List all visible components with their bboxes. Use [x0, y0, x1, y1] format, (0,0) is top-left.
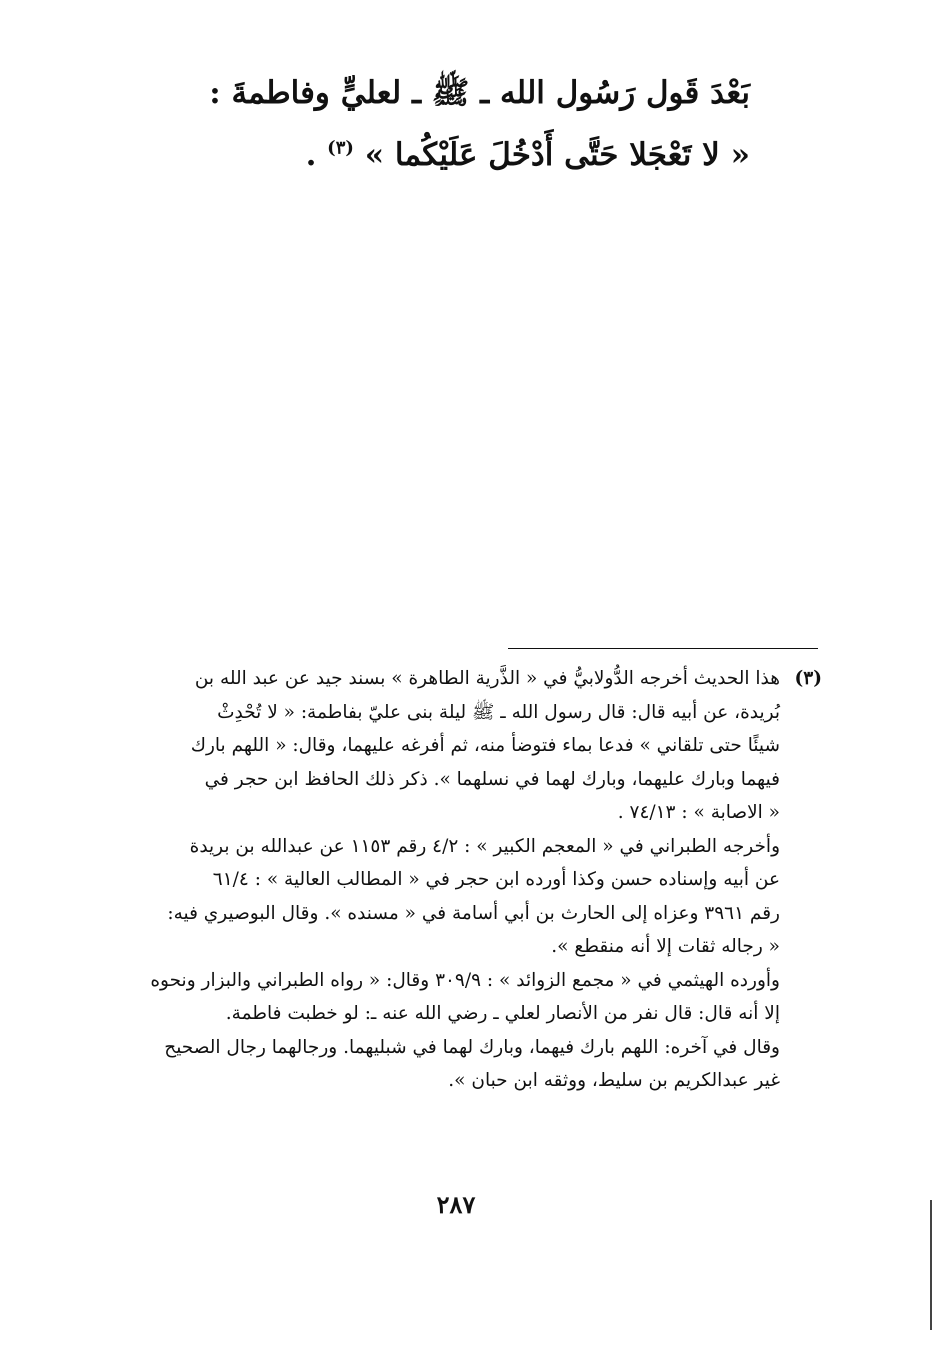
footnote-line: غير عبدالكريم بن سليط، ووثقه ابن حبان ». [448, 1070, 780, 1091]
footnote-line: فيهما وبارك عليهما، وبارك لهما في نسلهما ». ذكر ذلك الحافظ ابن حجر في [204, 768, 780, 790]
footnote-line: شيئًا حتى تلقاني » فدعا بماء فتوضأ منه، ثم أفرغه عليهما، وقال: « اللهم بارك [190, 735, 780, 756]
footnote-3 [120, 662, 822, 1098]
footnote-line: « الاصابة » : ٧٤/١٣ . [617, 802, 780, 823]
footnote-line: « رجاله ثقات إلا أنه منقطع ». [551, 936, 780, 957]
page-number: ٢٨٧ [436, 1190, 476, 1219]
footnote-line: رقم ٣٩٦١ وعزاه إلى الحارث بن أبي أسامة في « مسنده ». وقال البوصيري فيه: [167, 902, 780, 924]
footnotes-section [120, 662, 822, 1098]
footnote-line: وأخرجه الطبراني في « المعجم الكبير » : ٤/٢ رقم ١١٥٣ عن عبدالله بن بريدة [189, 835, 780, 857]
footnote-body [120, 662, 780, 1098]
footnote-line: وأورده الهيثمي في « مجمع الزوائد » : ٣٠٩/٩ وقال: « رواه الطبراني والبزار ونحوه [150, 969, 780, 991]
footnote-line: إلا أنه قال: قال نفر من الأنصار لعلي ـ رضي الله عنه ـ: لو خطبت فاطمة. [225, 1003, 780, 1024]
quoted-saying: « لا تَعْجَلا حَتَّى أَدْخُلَ عَلَيْكُما » [364, 137, 750, 173]
main-text-line-1: بَعْدَ قَول رَسُول الله ـ ﷺ ـ لعليٍّ وفاطمةَ : [209, 75, 750, 111]
main-text-block [120, 62, 750, 186]
footnote-line: بُريدة، عن أبيه قال: قال رسول الله ـ ﷺ ليلة بنى عليّ بفاطمة: « لا تُحْدِثْ [217, 701, 780, 723]
footnote-separator-rule [508, 648, 818, 649]
main-text-line-2 [120, 124, 750, 186]
footnote-line: وقال في آخره: اللهم بارك فيهما، وبارك لهما في شبليهما. ورجالهما رجال الصحيح [164, 1036, 780, 1058]
footnote-line: عن أبيه وإسناده حسن وكذا أورده ابن حجر في « المطالب العالية » : ٦١/٤ [212, 869, 780, 890]
scan-edge-mark [930, 1200, 932, 1330]
end-punctuation: . [305, 137, 317, 173]
footnote-reference-mark: (٣) [327, 137, 354, 159]
footnote-line: هذا الحديث أخرجه الدُّولابيُّ في « الذَّرية الطاهرة » بسند جيد عن عبد الله بن [194, 668, 780, 689]
footnote-number: (٣) [794, 668, 822, 689]
